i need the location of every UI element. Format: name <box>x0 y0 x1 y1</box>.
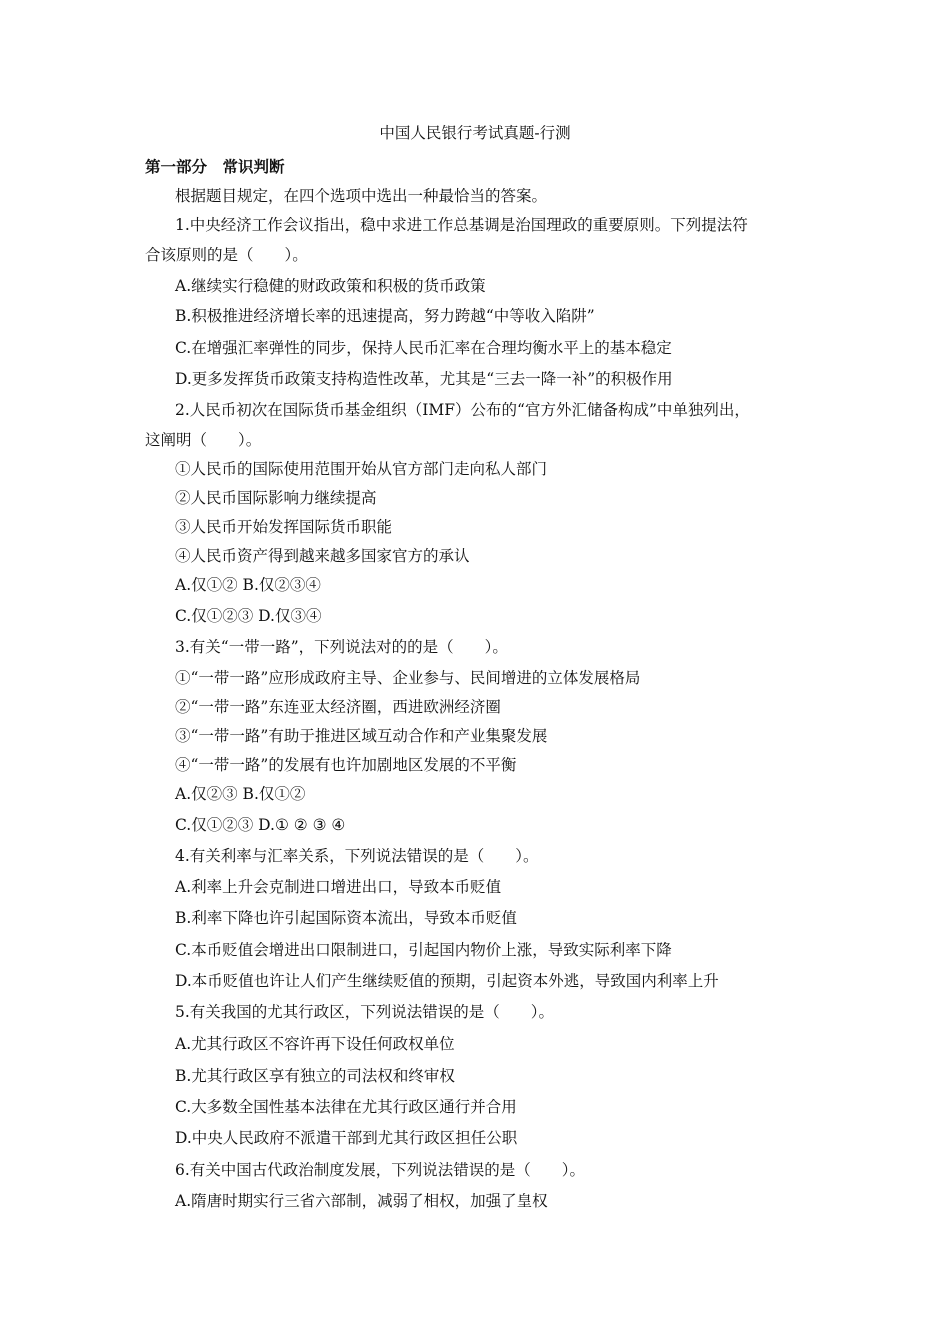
document-title: 中国人民银行考试真题-行测 <box>379 124 571 142</box>
instruction-text: 根据题目规定，在四个选项中选出一种最恰当的答案。 <box>175 187 548 205</box>
q4-option-a: A.利率上升会克制进口增进出口，导致本币贬值 <box>175 878 502 896</box>
q5-stem: 5.有关我国的尤其行政区，下列说法错误的是（ ）。 <box>175 1003 555 1021</box>
q3-stem: 3.有关“一带一路”，下列说法对的的是（ ）。 <box>175 638 508 656</box>
q2-options-ab: A.仅①② B.仅②③④ <box>175 576 321 594</box>
q2-statement-3: ③人民币开始发挥国际货币职能 <box>175 518 393 536</box>
q5-option-a: A.尤其行政区不容许再下设任何政权单位 <box>175 1035 455 1053</box>
q1-option-c: C.在增强汇率弹性的同步，保持人民币汇率在合理均衡水平上的基本稳定 <box>175 339 672 357</box>
q2-statement-4: ④人民币资产得到越来越多国家官方的承认 <box>175 547 470 565</box>
q2-stem-line1: 2.人民币初次在国际货币基金组织（IMF）公布的“官方外汇储备构成”中单独列出， <box>175 401 750 419</box>
q3-options-ab: A.仅②③ B.仅①② <box>175 785 306 803</box>
q1-option-b: B.积极推进经济增长率的迅速提高，努力跨越“中等收入陷阱” <box>175 307 595 325</box>
q1-stem-line1: 1.中央经济工作会议指出，稳中求进工作总基调是治国理政的重要原则。下列提法符 <box>175 216 748 234</box>
q2-options-cd: C.仅①②③ D.仅③④ <box>175 607 322 625</box>
q3-statement-3: ③“一带一路”有助于推进区域互动合作和产业集聚发展 <box>175 727 548 745</box>
q6-option-a: A.隋唐时期实行三省六部制，减弱了相权，加强了皇权 <box>175 1192 548 1210</box>
q1-option-a: A.继续实行稳健的财政政策和积极的货币政策 <box>175 277 486 295</box>
q2-statement-2: ②人民币国际影响力继续提高 <box>175 489 377 507</box>
q3-statement-2: ②“一带一路”东连亚太经济圈，西进欧洲经济圈 <box>175 698 501 716</box>
q2-statement-1: ①人民币的国际使用范围开始从官方部门走向私人部门 <box>175 460 548 478</box>
q3-options-cd: C.仅①②③ D.① ② ③ ④ <box>175 816 346 834</box>
q1-option-d: D.更多发挥货币政策支持构造性改革，尤其是“三去一降一补”的积极作用 <box>175 370 673 388</box>
q5-option-d: D.中央人民政府不派遣干部到尤其行政区担任公职 <box>175 1129 518 1147</box>
q1-stem-line2: 合该原则的是（ ）。 <box>145 246 308 264</box>
q4-option-b: B.利率下降也许引起国际资本流出，导致本币贬值 <box>175 909 517 927</box>
q4-option-d: D.本币贬值也许让人们产生继续贬值的预期，引起资本外逃，导致国内利率上升 <box>175 972 719 990</box>
q2-stem-line2: 这阐明（ ）。 <box>145 431 262 449</box>
section-heading: 第一部分 常识判断 <box>145 157 285 176</box>
q6-stem: 6.有关中国古代政治制度发展，下列说法错误的是（ ）。 <box>175 1161 586 1179</box>
q4-stem: 4.有关利率与汇率关系，下列说法错误的是（ ）。 <box>175 847 539 865</box>
q4-option-c: C.本币贬值会增进出口限制进口，引起国内物价上涨，导致实际利率下降 <box>175 941 672 959</box>
q5-option-c: C.大多数全国性基本法律在尤其行政区通行并合用 <box>175 1098 517 1116</box>
q3-statement-4: ④“一带一路”的发展有也许加剧地区发展的不平衡 <box>175 756 517 774</box>
q5-option-b: B.尤其行政区享有独立的司法权和终审权 <box>175 1067 455 1085</box>
q3-statement-1: ①“一带一路”应形成政府主导、企业参与、民间增进的立体发展格局 <box>175 669 641 687</box>
